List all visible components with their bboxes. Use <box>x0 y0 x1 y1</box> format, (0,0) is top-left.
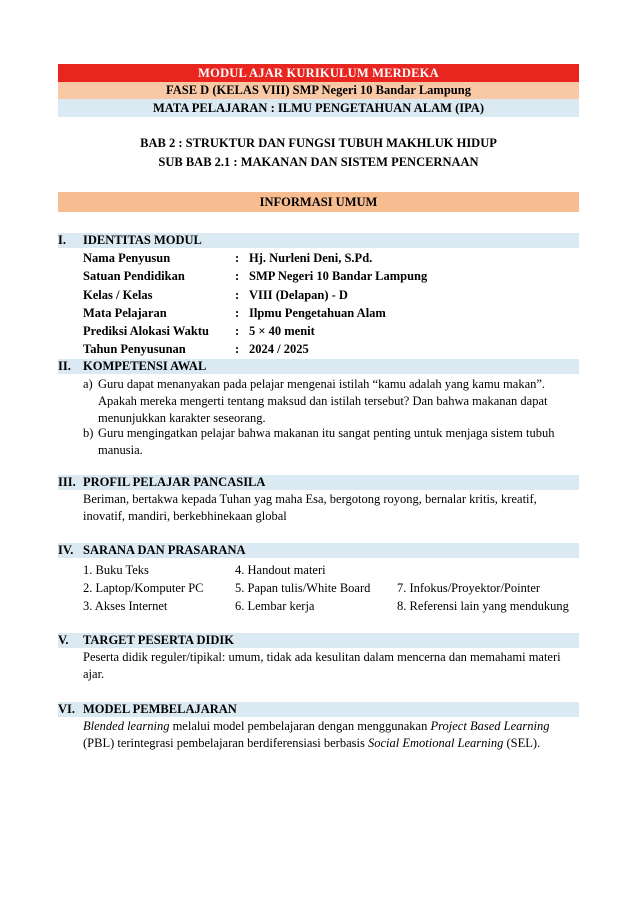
section-title: PROFIL PELAJAR PANCASILA <box>83 475 266 489</box>
identity-value: 5 × 40 menit <box>249 324 315 338</box>
section-title: TARGET PESERTA DIDIK <box>83 633 234 647</box>
identity-value: Ilpmu Pengetahuan Alam <box>249 306 386 320</box>
sarana-item: 2. Laptop/Komputer PC <box>83 581 204 595</box>
list-marker: b) <box>83 426 94 440</box>
list-marker: a) <box>83 377 93 391</box>
identity-colon: : <box>235 288 240 302</box>
list-item <box>83 425 579 459</box>
identity-key: Kelas / Kelas <box>83 288 153 302</box>
info-umum-bar: INFORMASI UMUM <box>58 192 579 212</box>
phase-bar: FASE D (KELAS VIII) SMP Negeri 10 Bandar Lampung <box>58 82 579 99</box>
section-model-header <box>58 702 579 717</box>
sarana-item: 1. Buku Teks <box>83 563 149 577</box>
model-text-part: (PBL) terintegrasi pembelajaran berdiferensiasi berbasis <box>83 736 368 750</box>
sarana-item: 4. Handout materi <box>235 563 326 577</box>
list-text: Guru dapat menanyakan pada pelajar mengenai istilah “kamu adalah yang kamu makan”. Apakah mereka mengerti tentang maksud dan istilah tersebut? Dan bahwa makanan dapat menunjukkan karakter seseorang. <box>98 377 548 425</box>
identity-key: Satuan Pendidikan <box>83 269 185 283</box>
section-target-header <box>58 633 579 648</box>
section-title: MODEL PEMBELAJARAN <box>83 702 237 716</box>
identity-colon: : <box>235 251 240 265</box>
section-identitas-header <box>58 233 579 248</box>
list-item <box>83 376 579 427</box>
identity-value: Hj. Nurleni Deni, S.Pd. <box>249 251 373 265</box>
identity-key: Mata Pelajaran <box>83 306 167 320</box>
model-term: Blended learning <box>83 719 170 733</box>
sarana-item: 7. Infokus/Proyektor/Pointer <box>397 581 541 595</box>
target-text: Peserta didik reguler/tipikal: umum, tidak ada kesulitan dalam mencerna dan memahami materi ajar. <box>83 650 561 681</box>
section-number: III. <box>58 475 76 489</box>
identity-value: SMP Negeri 10 Bandar Lampung <box>249 269 428 283</box>
identity-colon: : <box>235 306 240 320</box>
identity-value: VIII (Delapan) - D <box>249 288 348 302</box>
section-number: V. <box>58 633 69 647</box>
sarana-item: 5. Papan tulis/White Board <box>235 581 371 595</box>
section-kompetensi-header <box>58 359 579 374</box>
section-number: II. <box>58 359 71 373</box>
identity-key: Nama Penyusun <box>83 251 171 265</box>
identity-key: Prediksi Alokasi Waktu <box>83 324 209 338</box>
identity-key: Tahun Penyusunan <box>83 342 186 356</box>
model-text <box>83 718 579 752</box>
subchapter-title: SUB BAB 2.1 : MAKANAN DAN SISTEM PENCERNAAN <box>158 155 479 169</box>
section-title: IDENTITAS MODUL <box>83 233 202 247</box>
identity-colon: : <box>235 342 240 356</box>
section-number: I. <box>58 233 66 247</box>
list-text: Guru mengingatkan pelajar bahwa makanan itu sangat penting untuk menjaga sistem tubuh manusia. <box>98 426 555 457</box>
chapter-title: BAB 2 : STRUKTUR DAN FUNGSI TUBUH MAKHLUK HIDUP <box>140 136 497 150</box>
model-text-part: melalui model pembelajaran dengan menggunakan <box>169 719 431 733</box>
section-number: VI. <box>58 702 76 716</box>
model-term: Project Based Learning <box>430 719 550 733</box>
identity-value: 2024 / 2025 <box>249 342 309 356</box>
identity-colon: : <box>235 269 240 283</box>
sarana-item: 8. Referensi lain yang mendukung <box>397 599 569 613</box>
section-title: SARANA DAN PRASARANA <box>83 543 246 557</box>
model-term: Social Emotional Learning <box>367 736 504 750</box>
sarana-item: 3. Akses Internet <box>83 599 168 613</box>
subject-bar: MATA PELAJARAN : ILMU PENGETAHUAN ALAM (IPA) <box>58 99 579 117</box>
section-profil-header <box>58 475 579 490</box>
identity-colon: : <box>235 324 240 338</box>
profil-text: Beriman, bertakwa kepada Tuhan yag maha Esa, bergotong royong, bernalar kritis, kreatif, inovatif, mandiri, berkebhinekaan global <box>83 492 537 523</box>
module-title-bar: MODUL AJAR KURIKULUM MERDEKA <box>58 64 579 82</box>
sarana-item: 6. Lembar kerja <box>235 599 315 613</box>
section-sarana-header <box>58 543 579 558</box>
model-text-part: (SEL). <box>503 736 541 750</box>
section-number: IV. <box>58 543 74 557</box>
section-title: KOMPETENSI AWAL <box>83 359 207 373</box>
